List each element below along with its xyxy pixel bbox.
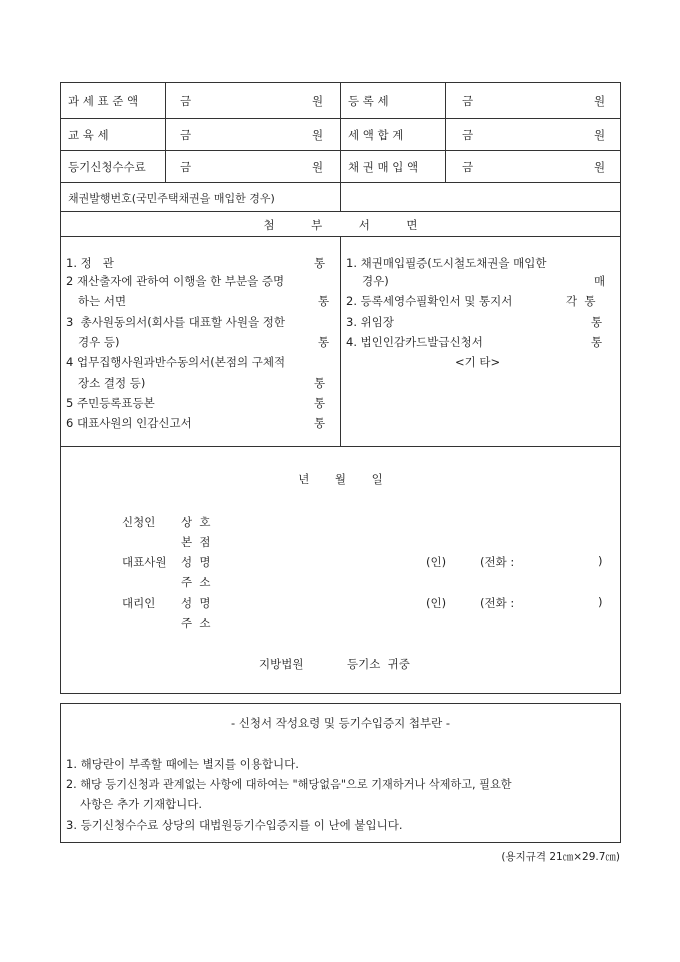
phone-close: ) xyxy=(598,554,603,568)
phone-close: ) xyxy=(598,595,603,609)
paper-size: (용지규격 21㎝×29.7㎝) xyxy=(501,851,620,863)
agent-address-label: 주 소 xyxy=(181,616,211,630)
attachment-item: 3. 위임장 xyxy=(346,315,394,329)
trade-name-label: 상 호 xyxy=(181,515,211,529)
phone-label: (전화 : xyxy=(480,555,515,569)
attachment-item: 5 주민등록표등본 xyxy=(66,396,155,410)
fee-unit: 원 xyxy=(312,128,324,142)
seal-mark: (인) xyxy=(426,596,447,610)
attachment-item: 3 총사원동의서(회사를 대표할 사원을 정한 xyxy=(66,315,285,329)
fee-prefix: 금 xyxy=(180,128,192,142)
applicant-label: 신청인 xyxy=(122,515,156,529)
fee-prefix: 금 xyxy=(462,94,474,108)
attachment-other: <기 타> xyxy=(455,355,501,369)
fee-label: 등기신청수수료 xyxy=(68,160,146,174)
attachment-unit: 매 xyxy=(594,274,606,288)
date-line: 년 월 일 xyxy=(298,472,383,486)
attachment-item: 1. 채권매입필증(도시철도채권을 매입한 xyxy=(346,256,547,270)
fee-label: 세 액 합 계 xyxy=(348,128,404,142)
col-divider xyxy=(445,82,446,182)
attachment-unit: 통 xyxy=(314,256,326,270)
attachment-item: 하는 서면 xyxy=(78,294,127,308)
rep-address-label: 주 소 xyxy=(181,575,211,589)
fee-prefix: 금 xyxy=(180,94,192,108)
fee-unit: 원 xyxy=(594,128,606,142)
bond-number-label: 채권발행번호(국민주택채권을 매입한 경우) xyxy=(68,192,275,205)
attachment-unit: 통 xyxy=(318,335,330,349)
head-office-label: 본 점 xyxy=(181,535,211,549)
fee-unit: 원 xyxy=(312,160,324,174)
attachments-heading: 첨 부 서 면 xyxy=(263,218,418,232)
attachment-unit: 통 xyxy=(591,335,603,349)
note-item: 2. 해당 등기신청과 관계없는 사항에 대하여는 "해당없음"으로 기재하거나 삭제하고, 필요한 xyxy=(66,778,512,791)
attachment-item: 6 대표사원의 인감신고서 xyxy=(66,416,192,430)
attachment-unit: 통 xyxy=(314,396,326,410)
attachment-item: 경우 등) xyxy=(78,335,120,349)
rep-label: 대표사원 xyxy=(122,555,167,569)
fee-unit: 원 xyxy=(594,160,606,174)
fee-prefix: 금 xyxy=(462,128,474,142)
row-divider xyxy=(60,446,621,447)
phone-label: (전화 : xyxy=(480,596,515,610)
fee-prefix: 금 xyxy=(180,160,192,174)
attachment-item: 4 업무집행사원과반수동의서(본점의 구체적 xyxy=(66,355,286,369)
fee-label: 등 록 세 xyxy=(348,94,389,108)
col-divider xyxy=(340,236,341,446)
court-name: 지방법원 xyxy=(259,657,304,671)
seal-mark: (인) xyxy=(426,555,447,569)
attachment-item: 2. 등록세영수필확인서 및 통지서 xyxy=(346,294,513,308)
attachment-unit: 통 xyxy=(314,376,326,390)
attachment-item: 2 재산출자에 관하여 이행을 한 부분을 증명 xyxy=(66,274,285,288)
col-divider xyxy=(340,82,341,211)
attachment-item: 장소 결정 등) xyxy=(78,376,146,390)
note-item: 1. 해당란이 부족할 때에는 별지를 이용합니다. xyxy=(66,757,299,771)
note-item: 3. 등기신청수수료 상당의 대법원등기수입증지를 이 난에 붙입니다. xyxy=(66,818,403,832)
fee-unit: 원 xyxy=(312,94,324,108)
note-item: 사항은 추가 기재합니다. xyxy=(80,797,203,811)
attachment-item: 경우) xyxy=(362,274,389,288)
fee-label: 과 세 표 준 액 xyxy=(68,94,139,108)
notes-title: - 신청서 작성요령 및 등기수입증지 첩부란 - xyxy=(230,716,451,730)
fee-unit: 원 xyxy=(594,94,606,108)
attachment-unit: 통 xyxy=(314,416,326,430)
attachment-unit: 통 xyxy=(591,315,603,329)
attachment-item: 1. 정 관 xyxy=(66,256,114,270)
agent-label: 대리인 xyxy=(122,596,156,610)
bond-number-field[interactable] xyxy=(345,186,615,206)
attachment-item: 4. 법인인감카드발급신청서 xyxy=(346,335,483,349)
fee-label: 채 권 매 입 액 xyxy=(348,160,419,174)
fee-label: 교 육 세 xyxy=(68,128,109,142)
attachment-unit: 통 xyxy=(318,294,330,308)
attachment-unit: 각 통 xyxy=(566,294,596,308)
agent-name-label: 성 명 xyxy=(181,596,211,610)
fee-prefix: 금 xyxy=(462,160,474,174)
rep-name-label: 성 명 xyxy=(181,555,211,569)
col-divider xyxy=(165,82,166,182)
registry-office: 등기소 귀중 xyxy=(347,657,410,671)
row-divider xyxy=(60,211,621,212)
